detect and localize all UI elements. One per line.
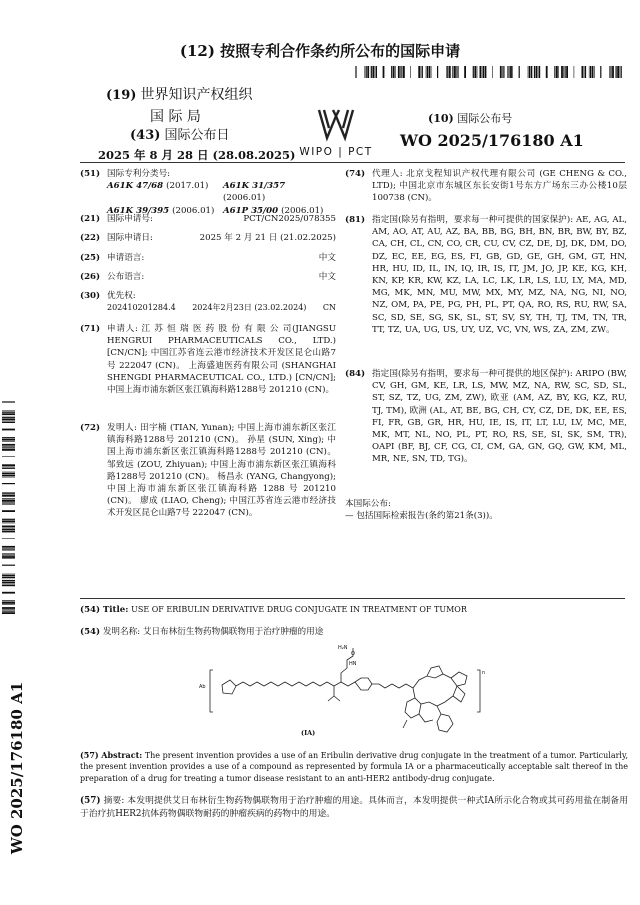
barcode-bar — [610, 66, 611, 78]
barcode-bar — [2, 602, 15, 604]
barcode-bar — [2, 412, 15, 413]
barcode-bar — [446, 66, 447, 78]
barcode-bar — [2, 498, 15, 499]
field-71-text: 申请人: 江 苏 恒 瑞 医 药 股 份 有 限 公 司(JIANGSU HENGRUI PHARMACEUTICALS CO., LTD.) [CN/CN]; 中国江苏省连云港市经济技术开发区昆仑山路7号 222047 (CN)。 上海盛迪医药有限公司 (SHANGHAI SHENGDI PHARMACEUTICAL CO., LTD.) [CN/CN]; 中国上海市浦东新区张江镇海科路1288号 201210 (CN)。 — [107, 324, 336, 396]
abstract-zh — [80, 795, 628, 820]
published-label: 本国际公布: — [345, 499, 391, 509]
ipc-class: A61K 47/68 (2017.01) — [107, 181, 209, 192]
barcode-bar — [2, 612, 15, 614]
published-item: — 包括国际检索报告(条约第21条(3))。 — [345, 511, 498, 522]
org-name: 世界知识产权组织 — [140, 87, 253, 103]
field-22-value: 2025 年 2 月 21 日 (21.02.2025) — [199, 233, 336, 243]
header-divider — [80, 162, 625, 163]
barcode-bar — [519, 66, 520, 78]
barcode-bar — [620, 66, 621, 78]
side-pub-number: WO 2025/176180 A1 — [8, 681, 26, 855]
wipo-logo — [296, 104, 376, 158]
barcode-bar — [2, 531, 15, 533]
barcode-bar — [2, 493, 15, 494]
field-22-num: (22) — [80, 233, 101, 243]
barcode-bar — [621, 66, 622, 78]
org-block — [106, 84, 326, 126]
field-25-value: 中文 — [318, 253, 336, 263]
barcode-bar — [393, 66, 395, 78]
barcode-bar — [2, 472, 15, 473]
barcode-bar — [429, 66, 431, 78]
barcode-bar — [418, 66, 420, 78]
title-en-text: USE OF ERIBULIN DERIVATIVE DRUG CONJUGATE IN TREATMENT OF TUMOR — [131, 605, 467, 614]
wipo-text: WIPO | PCT — [299, 146, 373, 158]
barcode-bar — [395, 66, 396, 78]
barcode-bar — [400, 66, 401, 78]
abstract-zh-text: 本发明提供艾日布林衍生物药物偶联物用于治疗肿瘤的用途。具体而言，本发明提供一种式IA所示化合物或其可药用盐在制备用于治疗抗HER2抗体药物偶联物耐药的肿瘤疾病的药物中的用途。 — [80, 796, 629, 819]
barcode-bar — [508, 66, 509, 78]
barcode-bar — [2, 429, 15, 431]
field-72-text: 发明人: 田宇楠 (TIAN, Yunan); 中国上海市浦东新区张江镇海科路1288号 201210 (CN)。 孙星 (SUN, Xing); 中国上海市浦东新区张江镇海科路1288号 201210 (CN)。 邹致远 (ZOU, Zhiyuan); 中国上海市浦东新区张江镇海科路1288号 201210 (CN)。 杨昌永 (YANG, Changyong); 中国上海市浦东新区张江镇海科路 1288 号 201210 (CN)。 廖成 (LIAO, Cheng); 中国江苏省连云港市经济技术开发区昆仑山路7号 222047 (CN)。 — [107, 423, 336, 519]
barcode-bar — [536, 66, 538, 78]
field-25 — [80, 252, 336, 264]
barcode-bar — [558, 66, 559, 78]
barcode-bar — [609, 66, 610, 78]
barcode-bar — [2, 467, 15, 468]
title-zh-label: 发明名称: — [102, 627, 141, 637]
barcode-bar — [500, 66, 502, 78]
barcode-bar — [464, 66, 466, 78]
field-51 — [80, 168, 336, 217]
field-30 — [80, 290, 336, 314]
barcode-bar — [561, 66, 563, 78]
barcode-bar — [485, 66, 487, 78]
abstract-en-text: The present invention provides a use of an Eribulin derivative drug conjugate in the treatment of a tumor. Particularly, the present invention provides a use of a compound as represented by formula IA or a pharmaceutically acceptable salt thereof in the preparation of a drug for treating a tumor disease resistant to an anti-HER2 antibody-drug conjugate. — [80, 751, 628, 783]
barcode-bar — [355, 66, 356, 78]
barcode-bar — [539, 66, 540, 78]
barcode-bar — [376, 66, 377, 78]
nh2-label: H₂N — [338, 645, 348, 651]
barcode-bar — [2, 417, 15, 418]
barcode-bar — [503, 66, 504, 78]
barcode-bar — [456, 66, 457, 78]
barcode-bar — [574, 66, 575, 78]
org-num: (19) — [106, 88, 137, 103]
barcode-bar — [592, 66, 594, 78]
barcode-bar — [2, 558, 15, 559]
barcode-bar — [477, 66, 478, 78]
barcode-bar — [2, 553, 15, 554]
barcode-bar — [398, 66, 400, 78]
barcode-bar — [534, 66, 535, 78]
barcode-bar — [2, 401, 15, 402]
abstract-en-label: Abstract: — [101, 750, 143, 760]
field-22-label: 国际申请日: — [107, 233, 153, 243]
barcode-bar — [510, 66, 512, 78]
formula-label: (IA) — [301, 729, 316, 737]
barcode-bar — [2, 585, 15, 586]
abstract-zh-label: 摘要: — [103, 796, 125, 806]
barcode-bar — [457, 66, 458, 78]
barcode-bar — [589, 66, 590, 78]
barcode-bar — [2, 546, 15, 548]
abstract-zh-num: (57) — [80, 796, 101, 806]
barcode-bar — [2, 446, 15, 447]
barcode-bar — [473, 66, 474, 78]
field-21-label: 国际申请号: — [107, 214, 153, 224]
field-84-regional-states — [345, 368, 627, 466]
barcode-side — [2, 398, 15, 618]
barcode-bar — [391, 66, 392, 78]
barcode-bar — [2, 565, 15, 566]
field-26-label: 公布语言: — [107, 272, 145, 282]
field-21-value: PCT/CN2025/078355 — [243, 214, 336, 224]
barcode-bar — [612, 66, 614, 78]
barcode-bar — [2, 529, 15, 530]
barcode-bar — [554, 66, 555, 78]
barcode-bar — [531, 66, 533, 78]
barcode-bar — [2, 575, 15, 576]
barcode-bar — [2, 582, 15, 584]
field-74-agent — [345, 168, 627, 205]
barcode-bar — [2, 503, 15, 504]
barcode-bar — [410, 66, 411, 78]
ab-label: Ab — [199, 684, 206, 690]
barcode-bar — [2, 468, 15, 469]
barcode-bar — [2, 447, 15, 448]
field-71-num: (71) — [80, 324, 101, 334]
barcode-bar — [2, 538, 15, 539]
barcode-bar — [447, 66, 448, 78]
barcode-bar — [502, 66, 503, 78]
barcode-bar — [2, 584, 15, 585]
barcode-bar — [512, 66, 513, 78]
barcode-bar — [2, 611, 15, 612]
barcode-bar — [2, 444, 15, 446]
barcode-bar — [2, 609, 15, 610]
pub-date: 2025 年 8 月 28 日 (28.08.2025) — [98, 148, 296, 162]
barcode-bar — [372, 66, 374, 78]
published-block — [345, 498, 627, 522]
field-30-label: 优先权: — [107, 291, 136, 301]
pub-number: WO 2025/176180 A1 — [400, 131, 584, 150]
barcode-bar — [2, 510, 15, 512]
barcode-bar — [566, 66, 568, 78]
title-divider — [80, 598, 625, 599]
ipc-class: A61K 31/357 (2006.01) — [223, 181, 286, 204]
barcode-bar — [2, 549, 15, 550]
field-30-num: (30) — [80, 291, 101, 301]
field-25-num: (25) — [80, 253, 101, 263]
barcode-bar — [426, 66, 427, 78]
barcode-bar — [2, 456, 15, 457]
title-zh — [80, 626, 625, 638]
barcode-bar — [2, 413, 15, 415]
barcode-bar — [431, 66, 432, 78]
ipc-class: A61P 35/00 (2006.01) — [223, 205, 324, 216]
barcode-bar — [529, 66, 530, 78]
barcode-bar — [366, 66, 367, 78]
barcode-bar — [2, 580, 15, 581]
field-21-num: (21) — [80, 214, 101, 224]
barcode-bar — [2, 520, 15, 522]
field-72-inventors — [80, 422, 336, 520]
barcode-bar — [2, 464, 15, 466]
barcode-bar — [2, 483, 15, 484]
barcode-bar — [401, 66, 402, 78]
ipc-class: A61K 39/395 (2006.01) — [107, 205, 215, 216]
barcode-top — [352, 66, 622, 78]
bureau: 国 际 局 — [150, 109, 201, 125]
barcode-bar — [617, 66, 619, 78]
barcode-bar — [600, 66, 601, 78]
field-81-num: (81) — [345, 215, 366, 225]
pub-number-block — [400, 110, 625, 150]
field-25-label: 申请语言: — [107, 253, 145, 263]
barcode-bar — [590, 66, 591, 78]
barcode-bar — [2, 473, 15, 474]
barcode-bar — [585, 66, 586, 78]
barcode-bar — [538, 66, 539, 78]
barcode-bar — [452, 66, 453, 78]
barcode-bar — [507, 66, 508, 78]
barcode-bar — [427, 66, 428, 78]
field-26-num: (26) — [80, 272, 101, 282]
barcode-bar — [556, 66, 558, 78]
priority-country: CN — [322, 303, 336, 313]
barcode-bar — [2, 495, 15, 497]
barcode-bar — [2, 577, 15, 579]
barcode-bar — [2, 441, 15, 442]
pub-number-label: 国际公布号 — [457, 112, 513, 125]
field-21 — [80, 213, 336, 225]
barcode-bar — [2, 574, 15, 575]
barcode-bar — [2, 449, 15, 451]
field-22 — [80, 232, 336, 244]
barcode-bar — [2, 604, 15, 605]
barcode-bar — [2, 607, 15, 609]
abstract-en-num: (57) — [80, 750, 99, 760]
priority-date: 2024年2月23日 (23.02.2024) — [192, 303, 307, 313]
barcode-bar — [2, 548, 15, 549]
barcode-bar — [2, 554, 15, 555]
barcode-bar — [2, 439, 15, 441]
pub-number-num: (10) — [428, 112, 454, 125]
wipo-emblem-icon — [316, 104, 356, 144]
barcode-bar — [2, 437, 15, 438]
title-zh-text: 艾日布林衍生物药物偶联物用于治疗肿瘤的用途 — [142, 627, 324, 637]
barcode-bar — [474, 66, 476, 78]
barcode-bar — [2, 418, 15, 420]
barcode-bar — [594, 66, 595, 78]
barcode-bar — [2, 422, 15, 423]
field-74-text: 代理人: 北京戈程知识产权代理有限公司 (GE CHENG & CO., LTD); 中国北京市东城区东长安街1号东方广场东三办公楼10层 100738 (CN)。 — [372, 169, 627, 204]
barcode-bar — [482, 66, 483, 78]
title-en-num: (54) — [80, 605, 101, 615]
field-81-designated-states — [345, 214, 627, 336]
chemical-structure-ia — [195, 640, 495, 740]
barcode-bar — [480, 66, 482, 78]
barcode-bar — [2, 519, 15, 520]
field-84-text: 指定国(除另有指明，要求每一种可提供的地区保护): ARIPO (BW, CV, GH, GM, KE, LR, LS, MW, MZ, NA, RW, SC, SD, SL, ST, SZ, TZ, UG, ZM, ZW), 欧亚 (AM, AZ, BY, KG, KZ, RU, TJ, TM), 欧洲 (AL, AT, BE, BG, CH, CY, CZ, DE, DK, EE, ES, FI, FR, GB, GR, HR, HU, IE, IS, IT, LT, LU, LV, MC, ME, MK, MT, NL, NO, PL, PT, RO, RS, SE, SI, SK, SM, TR), OAPI (BF, BJ, CF, CG, CI, CM, GA, GN, GQ, GW, KM, ML, MR, NE, SN, TD, TG)。 — [372, 369, 627, 465]
hn-label: HN — [349, 661, 357, 667]
barcode-bar — [2, 592, 15, 594]
barcode-bar — [2, 556, 15, 558]
barcode-bar — [437, 66, 438, 78]
barcode-bar — [2, 526, 15, 528]
title-zh-num: (54) — [80, 627, 101, 637]
barcode-bar — [421, 66, 422, 78]
n-label: n — [482, 670, 486, 676]
field-81-text: 指定国(除另有指明，要求每一种可提供的国家保护): AE, AG, AL, AM, AO, AT, AU, AZ, BA, BB, BG, BH, BN, BR, BW, BY, BZ, CA, CH, CL, CN, CO, CR, CU, CV, CZ, DE, DJ, DK, DM, DO, DZ, EC, EE, EG, ES, FI, GB, GD, GE, GH, GM, GT, HN, HR, HU, ID, IL, IN, IQ, IR, IS, IT, JM, JO, JP, KE, KG, KH, KN, KP, KR, KW, KZ, LA, LC, LK, LR, LS, LU, LY, MA, MD, MG, MK, MN, MU, MW, MX, MY, MZ, NA, NG, NI, NO, NZ, OM, PA, PE, PG, PH, PL, PT, QA, RO, RS, RU, RW, SA, SC, SD, SE, SG, SK, SL, ST, SV, SY, TH, TJ, TM, TN, TR, TT, TZ, UA, UG, US, UY, UZ, VC, VN, WS, ZA, ZM, ZW。 — [372, 215, 627, 335]
title-en-label: Title: — [102, 605, 129, 615]
barcode-bar — [565, 66, 566, 78]
barcode-bar — [454, 66, 456, 78]
field-26 — [80, 271, 336, 283]
title-en — [80, 604, 625, 616]
barcode-bar — [371, 66, 372, 78]
field-74-num: (74) — [345, 169, 366, 179]
barcode-bar — [2, 500, 15, 502]
barcode-bar — [383, 66, 385, 78]
barcode-bar — [616, 66, 617, 78]
barcode-bar — [2, 600, 15, 601]
barcode-bar — [2, 421, 15, 422]
document-title: (12) 按照专利合作条约所公布的国际申请 — [179, 42, 461, 60]
abstract-en — [80, 750, 628, 784]
barcode-bar — [422, 66, 423, 78]
field-72-num: (72) — [80, 423, 101, 433]
field-71-applicants — [80, 323, 336, 396]
barcode-bar — [483, 66, 484, 78]
field-84-num: (84) — [345, 369, 366, 379]
field-26-value: 中文 — [318, 272, 336, 282]
ipc-classes — [107, 180, 336, 217]
barcode-bar — [403, 66, 405, 78]
barcode-bar — [2, 492, 15, 493]
barcode-bar — [582, 66, 584, 78]
urea-o-label: O — [351, 651, 355, 657]
barcode-bar — [2, 528, 15, 529]
field-51-label: 国际专利分类号: — [107, 169, 171, 179]
barcode-bar — [2, 502, 15, 503]
priority-app-no: 202410201284.4 — [107, 303, 176, 313]
barcode-bar — [492, 66, 493, 78]
barcode-bar — [365, 66, 366, 78]
pub-date-label: 国际公布日 — [164, 128, 230, 143]
barcode-bar — [528, 66, 529, 78]
barcode-bar — [584, 66, 585, 78]
pub-date-num: (43) — [130, 128, 161, 143]
barcode-bar — [546, 66, 548, 78]
barcode-bar — [2, 477, 15, 478]
barcode-bar — [375, 66, 376, 78]
barcode-bar — [367, 66, 369, 78]
barcode-bar — [449, 66, 451, 78]
barcode-bar — [563, 66, 564, 78]
barcode-bar — [2, 475, 15, 477]
field-51-num: (51) — [80, 169, 101, 179]
barcode-bar — [2, 523, 15, 524]
barcode-bar — [2, 411, 15, 412]
